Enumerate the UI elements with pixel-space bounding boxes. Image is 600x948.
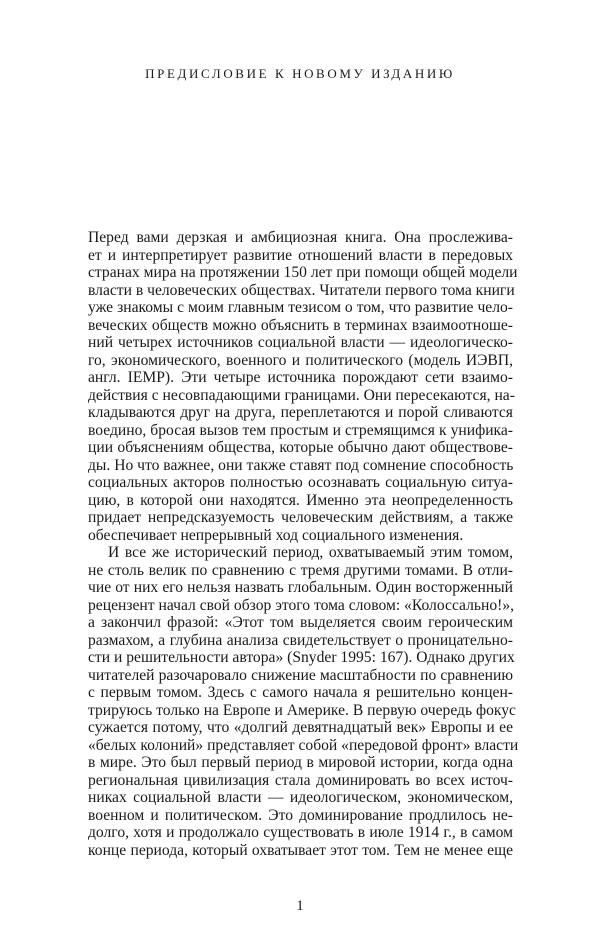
- text-line: с первым томом. Здесь с самого начала я решительно концен-: [88, 684, 513, 701]
- text-line: цию, в которой они находятся. Именно эта неопределенность: [88, 491, 513, 509]
- text-line: социальных акторов полностью осознавать социальную ситуа-: [88, 474, 513, 491]
- chapter-title: ПРЕДИСЛОВИЕ К НОВОМУ ИЗДАНИЮ: [145, 66, 455, 81]
- text-line: ет и интерпретирует развитие отношений власти в передовых: [88, 246, 513, 264]
- text-line: И все же исторический период, охватываемый этим томом,: [108, 544, 513, 561]
- text-line: ции объяснениям общества, которые обычно дают обществове-: [88, 439, 513, 456]
- text-line: в мире. Это был первый период в мировой истории, когда одна: [88, 754, 513, 771]
- text-line: долго, хотя и продолжало существовать в июле 1914 г., в самом: [88, 824, 513, 841]
- paragraph: [88, 229, 518, 544]
- text-line: придает непредсказуемость человеческим действиям, а также: [88, 509, 513, 526]
- text-line: военном и политическом. Это доминирование продлилось не-: [88, 806, 513, 824]
- text-line: го, экономического, военного и политического (модель ИЭВП,: [88, 351, 513, 369]
- text-line: размахом, а глубина анализа свидетельствует о проницательно-: [88, 631, 513, 649]
- text-line: чие от них его нельзя назвать глобальным. Один восторженный: [88, 579, 513, 596]
- text-line: не столь велик по сравнению с тремя другими томами. В отли-: [88, 561, 513, 579]
- body-text: [88, 229, 519, 859]
- text-line: ний четырех источников социальной власти — идеологическо-: [88, 334, 513, 351]
- paragraph: [88, 544, 519, 859]
- text-line: странах мира на протяжении 150 лет при помощи общей модели: [88, 264, 518, 281]
- text-line: ды. Но что важнее, они также ставят под сомнение способность: [88, 456, 514, 474]
- text-line: воедино, бросая вызов тем простым и стремящимся к унифика-: [88, 421, 513, 439]
- text-line: кладываются друг на друга, переплетаются и порой сливаются: [88, 404, 513, 421]
- text-line: никах социальной власти — идеологическом, экономическом,: [88, 789, 513, 806]
- text-line: «белых колоний» представляет собой «передовой фронт» власти: [88, 736, 519, 754]
- text-line: веческих обществ можно объяснить в терминах взаимоотноше-: [88, 316, 513, 334]
- text-line: сужается потому, что «долгий девятнадцатый век» Европы и ее: [88, 719, 513, 736]
- text-line: сти и решительности автора» (Snyder 1995: 167). Однако других: [88, 649, 515, 666]
- text-line: рецензент начал свой обзор этого тома словом: «Колоссально!»,: [88, 596, 515, 614]
- text-line: а закончил фразой: «Этот том выделяется своим героическим: [88, 614, 513, 631]
- text-line: обеспечивает непрерывный ход социального изменения.: [88, 526, 464, 544]
- text-line: Перед вами дерзкая и амбициозная книга. Она прослежива-: [88, 229, 513, 246]
- text-line: трируюсь только на Европе и Америке. В первую очередь фокус: [88, 701, 516, 719]
- text-line: читателей разочаровало снижение масштабности по сравнению: [88, 666, 513, 684]
- text-line: региональная цивилизация стала доминировать во всех источ-: [88, 771, 513, 789]
- text-line: конце периода, который охватывает этот том. Тем не менее еще: [88, 841, 513, 859]
- text-line: англ. IEMP). Эти четыре источника порождают сети взаимо-: [88, 369, 513, 386]
- text-line: власти в человеческих обществах. Читатели первого тома книги: [88, 281, 515, 299]
- text-line: уже знакомы с моим главным тезисом о том, что развитие чело-: [88, 299, 513, 316]
- text-line: действия с несовпадающими границами. Они пересекаются, на-: [88, 386, 515, 404]
- page-number: 1: [296, 898, 304, 914]
